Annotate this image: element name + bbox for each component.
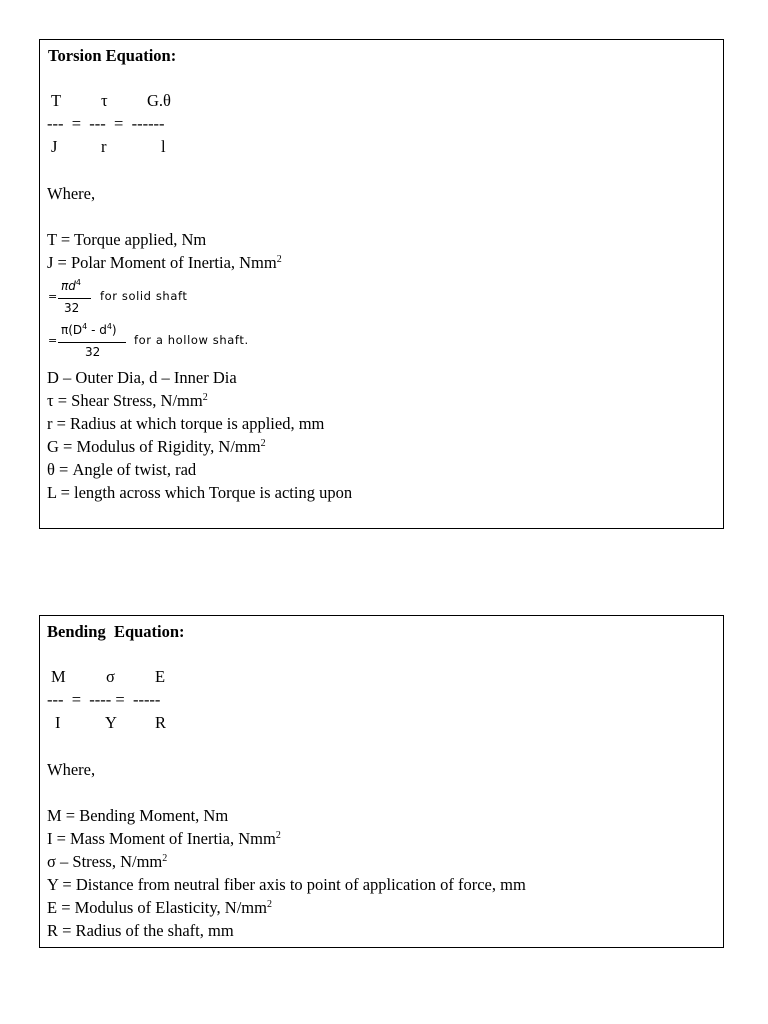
solid-shaft-formula: = $\pi d^4$ 32 for solid shaft [48,278,188,315]
bending-def-E: E = Modulus of Elasticity, $N/mm^2$ [47,898,272,917]
bending-def-R: R = Radius of the shaft, mm [47,921,234,940]
bending-def-Y: Y = Distance from neutral fiber axis to point of application of force, mm [47,875,526,894]
bending-def-M: M = Bending Moment, Nm [47,806,229,825]
torsion-where: Where, [47,184,96,203]
bending-def-sigma: σ – Stress, $N/mm^2$ [47,852,168,871]
bending-eq-sigma: σ [106,667,115,686]
hollow-shaft-formula: = $\pi(D^4 - d^4)$ 32 for a hollow shaft. [48,322,249,359]
torsion-def-J: J = Polar Moment of Inertia, Nmm$^2$ [47,253,282,272]
bending-title: Bending Equation: [47,622,185,641]
bending-eq-M: M [51,667,66,686]
bending-equation-box [39,615,724,948]
torsion-def-G: G = Modulus of Rigidity, $N/mm^2$ [47,437,266,456]
torsion-def-r: r = Radius at which torque is applied, mm [47,414,325,433]
torsion-eq-r: r [101,137,107,156]
torsion-equation-box [39,39,724,529]
bending-eq-R: R [155,713,167,732]
torsion-def-D: D – Outer Dia, d – Inner Dia [47,368,237,387]
torsion-eq-dividers: --- = --- = ------ [47,114,165,133]
torsion-eq-tau: τ [101,91,108,110]
bending-eq-I: I [55,713,61,732]
bending-def-I: I = Mass Moment of Inertia, Nmm$^2$ [47,829,281,848]
torsion-def-T: T = Torque applied, Nm [47,230,207,249]
bending-eq-dividers: --- = ---- = ----- [47,690,161,709]
torsion-eq-T: T [51,91,62,110]
bending-where: Where, [47,760,96,779]
torsion-eq-G-theta: G.θ [147,91,171,110]
torsion-def-theta: θ = Angle of twist, rad [47,460,197,479]
bending-eq-E: E [155,667,166,686]
torsion-title: Torsion Equation: [48,46,177,65]
bending-eq-Y: Y [105,713,117,732]
torsion-eq-J: J [51,137,58,156]
torsion-eq-l: l [161,137,166,156]
torsion-def-L: L = length across which Torque is acting upon [47,483,353,502]
torsion-def-tau: τ = Shear Stress, $N/mm^2$ [47,391,208,410]
